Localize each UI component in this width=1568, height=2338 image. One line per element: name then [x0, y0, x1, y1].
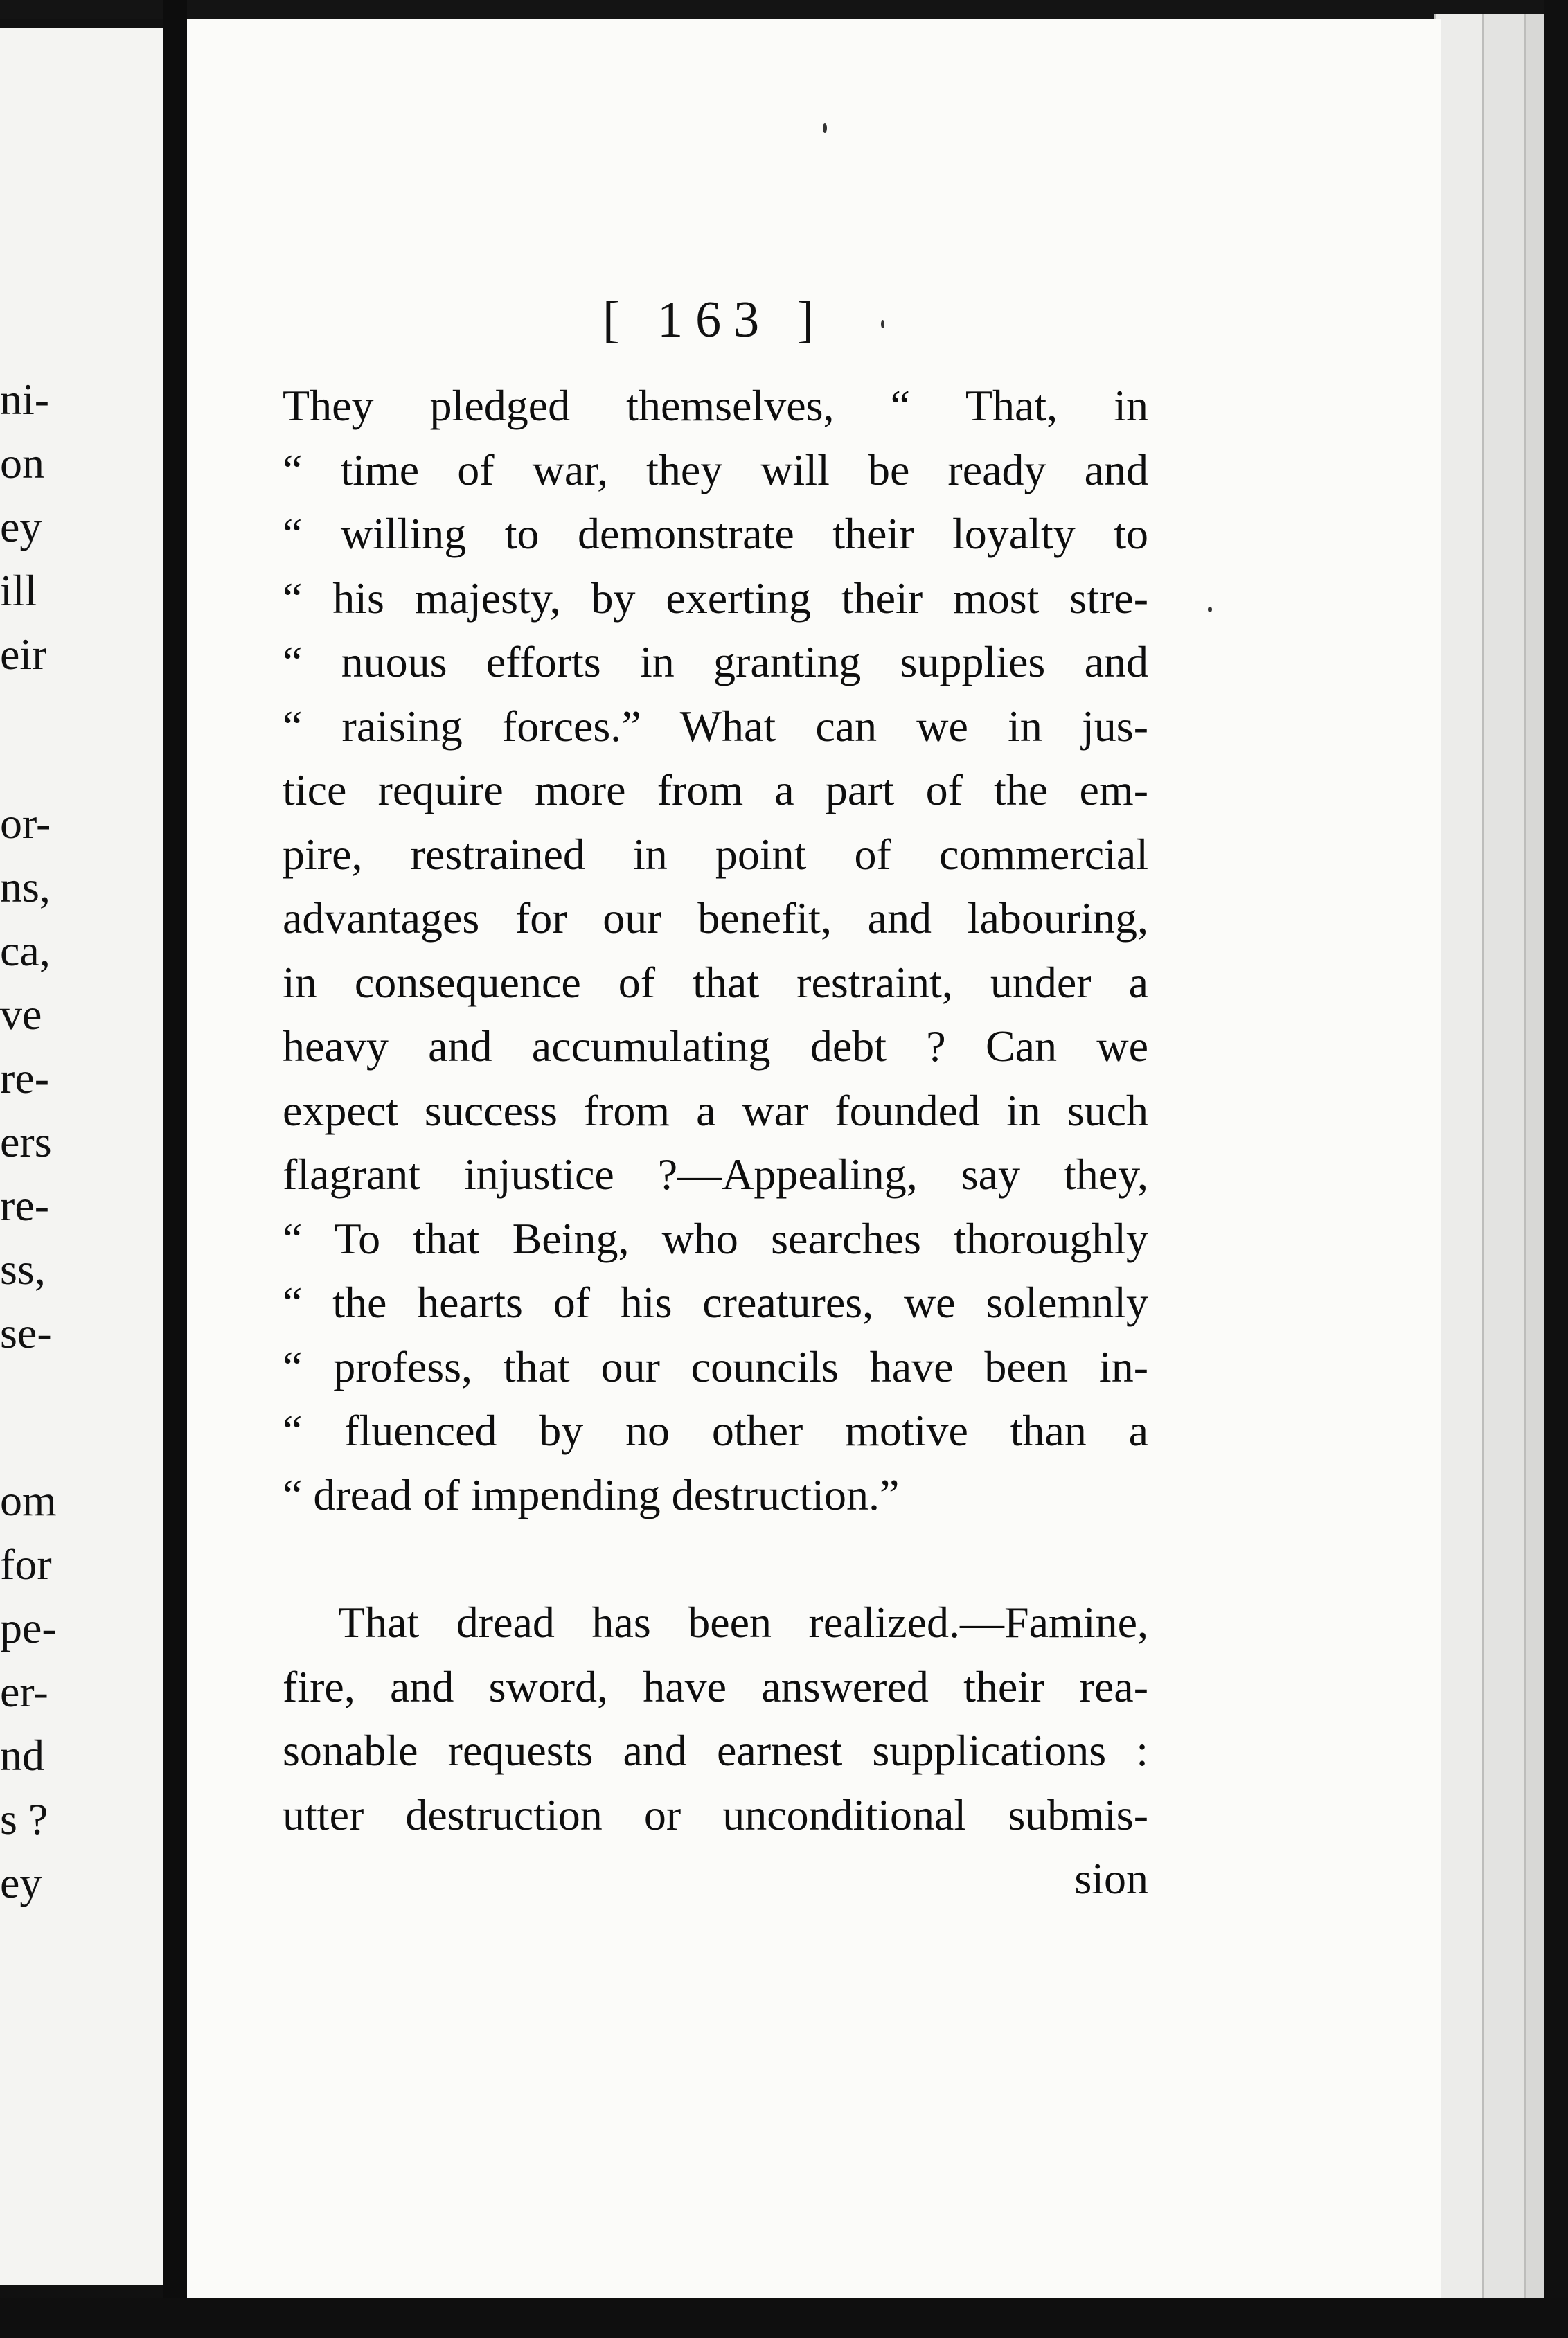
left-fragment: re-	[0, 1181, 50, 1230]
text-line: heavy and accumulating debt ? Can we	[283, 1021, 1148, 1071]
text-line: tice require more from a part of the em-	[283, 765, 1148, 814]
body-text	[283, 374, 1148, 1911]
page-edge	[1524, 14, 1547, 2299]
left-fragment: ns,	[0, 862, 51, 911]
paragraph-gap	[283, 1527, 1148, 1591]
text-line: “ the hearts of his creatures, we solemnly	[283, 1278, 1148, 1327]
text-line: in consequence of that restraint, under a	[283, 957, 1148, 1007]
text-line: expect success from a war founded in such	[283, 1085, 1148, 1135]
left-fragment: s ?	[0, 1794, 48, 1844]
text-line: utter destruction or unconditional submis-	[283, 1790, 1148, 1839]
text-line: advantages for our benefit, and labouring,	[283, 893, 1148, 943]
left-fragment: for	[0, 1540, 52, 1589]
text-line: flagrant injustice ?—Appealing, say they,	[283, 1150, 1148, 1199]
ink-speck	[1208, 607, 1212, 612]
ink-speck	[881, 320, 884, 328]
page-number: [ 163 ]	[603, 292, 827, 348]
left-fragment: ve	[0, 990, 42, 1039]
right-shadow	[1544, 0, 1568, 2338]
left-fragment: or-	[0, 798, 51, 848]
text-line: “ nuous efforts in granting supplies and	[283, 637, 1148, 686]
text-line: “ To that Being, who searches thoroughly	[283, 1213, 1148, 1263]
left-fragment: ss,	[0, 1244, 46, 1294]
text-line: “ raising forces.” What can we in jus-	[283, 701, 1148, 751]
left-fragment: ill	[0, 566, 37, 615]
left-fragment: ca,	[0, 926, 51, 975]
left-fragment: eir	[0, 630, 47, 679]
left-facing-page	[0, 28, 163, 2285]
text-line: fire, and sword, have answered their rea-	[283, 1661, 1148, 1711]
bottom-shadow	[0, 2298, 1568, 2338]
left-fragment: pe-	[0, 1603, 57, 1652]
page-edge	[1482, 14, 1526, 2299]
left-fragment: ey	[0, 502, 42, 551]
text-line: “ dread of impending destruction.”	[283, 1470, 900, 1519]
top-shadow	[0, 0, 1568, 19]
ink-speck	[823, 123, 827, 133]
text-line: sonable requests and earnest supplications :	[283, 1726, 1148, 1775]
text-line: “ profess, that our councils have been in-	[283, 1341, 1148, 1391]
left-fragment: er-	[0, 1667, 48, 1716]
page-edge	[1434, 14, 1484, 2299]
text-line: pire, restrained in point of commercial	[283, 829, 1148, 879]
left-fragment: ey	[0, 1858, 42, 1907]
book-gutter	[163, 0, 187, 2338]
left-fragment: re-	[0, 1053, 50, 1103]
text-line: They pledged themselves, “ That, in	[283, 381, 1148, 430]
left-fragment: ni-	[0, 375, 50, 424]
left-fragment: ers	[0, 1117, 52, 1166]
text-line: “ willing to demonstrate their loyalty to	[283, 509, 1148, 558]
text-line: “ his majesty, by exerting their most stre-	[283, 573, 1148, 623]
left-fragment: nd	[0, 1731, 44, 1780]
left-fragment: on	[0, 438, 44, 488]
text-line: “ time of war, they will be ready and	[283, 445, 1148, 494]
text-line: That dread has been realized.—Famine,	[338, 1598, 1148, 1647]
left-fragment: se-	[0, 1308, 52, 1357]
left-fragment: om	[0, 1476, 57, 1525]
text-line: “ fluenced by no other motive than a	[283, 1406, 1148, 1455]
catchword: sion	[1074, 1854, 1148, 1903]
